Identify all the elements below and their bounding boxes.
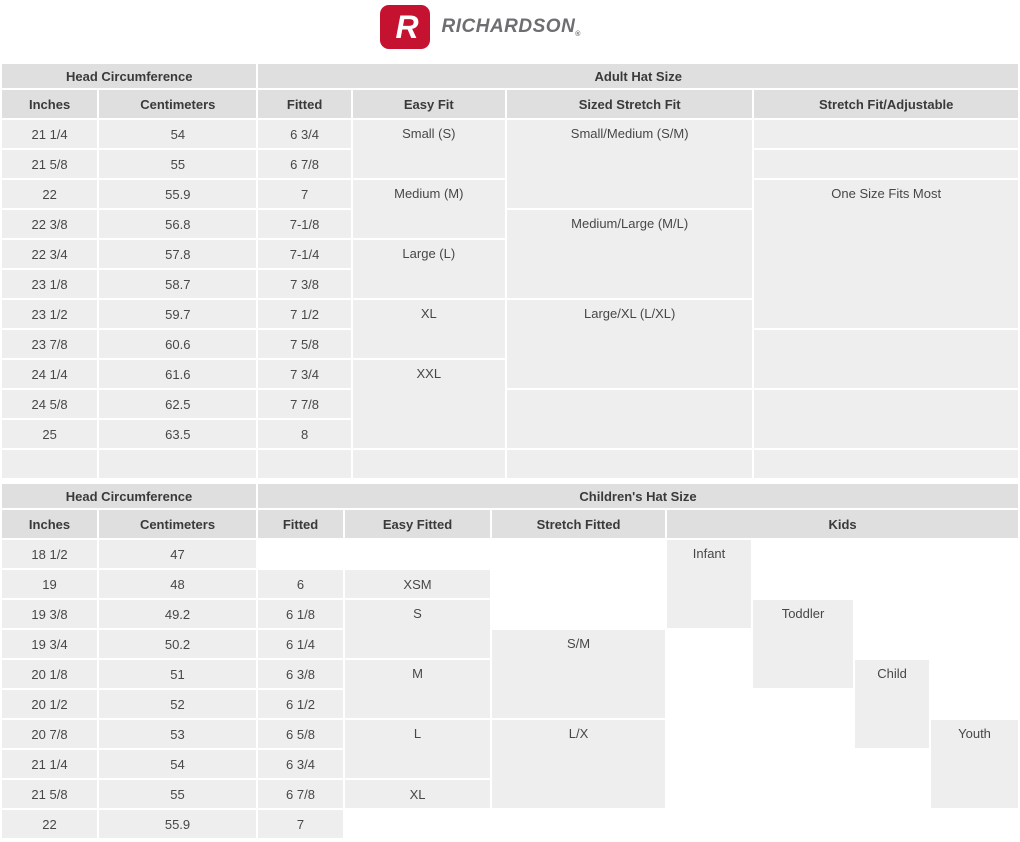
brand-wordmark: [442, 17, 581, 38]
col-header-fitted: Fitted: [258, 510, 343, 538]
kids-youth-cell: Youth: [931, 720, 1018, 808]
fitted-cell: 7-1/8: [258, 210, 350, 238]
centimeters-cell: 55: [99, 780, 256, 808]
centimeters-cell: 47: [99, 540, 256, 568]
adult-group-header-row: [2, 64, 1018, 88]
centimeters-cell: 50.2: [99, 630, 256, 658]
easy-fit-small-cell: Small (S): [353, 120, 505, 178]
easy-fit-xxl-cell: XXL: [353, 360, 505, 448]
centimeters-cell: 48: [99, 570, 256, 598]
empty-cell: [258, 450, 350, 478]
fitted-cell: 6 7/8: [258, 780, 343, 808]
easy-fitted-xl-cell: XL: [345, 780, 490, 808]
empty-cell: [507, 390, 752, 448]
children-hat-size-header: Children's Hat Size: [258, 484, 1018, 508]
fitted-cell: 7 7/8: [258, 390, 350, 418]
centimeters-cell: 54: [99, 750, 256, 778]
inches-cell: 19: [2, 570, 97, 598]
centimeters-cell: 56.8: [99, 210, 256, 238]
sized-stretch-sm-cell: Small/Medium (S/M): [507, 120, 752, 208]
inches-cell: 21 1/4: [2, 120, 97, 148]
fitted-cell: 6 1/8: [258, 600, 343, 628]
empty-cell: [754, 390, 1018, 448]
svg-text:R: R: [394, 9, 419, 45]
col-header-centimeters: Centimeters: [99, 510, 256, 538]
empty-cell: [754, 450, 1018, 478]
kids-infant-cell: Infant: [667, 540, 751, 628]
easy-fit-medium-cell: Medium (M): [353, 180, 505, 238]
inches-cell: 19 3/4: [2, 630, 97, 658]
fitted-cell: 6 1/4: [258, 630, 343, 658]
kids-column: [667, 540, 1018, 838]
children-hat-size-table: [0, 482, 1020, 840]
table-row: [2, 120, 1018, 148]
table-row: [2, 450, 1018, 478]
inches-cell: 21 1/4: [2, 750, 97, 778]
inches-cell: 22: [2, 180, 97, 208]
easy-fit-xl-cell: XL: [353, 300, 505, 358]
kids-toddler-cell: Toddler: [753, 600, 853, 688]
inches-cell: 22: [2, 810, 97, 838]
centimeters-cell: 59.7: [99, 300, 256, 328]
centimeters-cell: 61.6: [99, 360, 256, 388]
fitted-cell: 6: [258, 570, 343, 598]
empty-cell: [754, 120, 1018, 148]
centimeters-cell: 52: [99, 690, 256, 718]
inches-cell: 19 3/8: [2, 600, 97, 628]
registered-mark: ®: [575, 30, 581, 38]
table-row: [2, 540, 1018, 568]
inches-cell: 23 1/8: [2, 270, 97, 298]
children-group-header-row: [2, 484, 1018, 508]
inches-cell: 24 5/8: [2, 390, 97, 418]
inches-cell: 22 3/8: [2, 210, 97, 238]
fitted-cell: 7: [258, 180, 350, 208]
centimeters-cell: 51: [99, 660, 256, 688]
inches-cell: 20 1/2: [2, 690, 97, 718]
centimeters-cell: 63.5: [99, 420, 256, 448]
stretch-fitted-sm-cell: S/M: [492, 630, 665, 718]
brand-header: [0, 5, 990, 49]
adult-hat-size-table: [0, 62, 1020, 480]
centimeters-cell: 49.2: [99, 600, 256, 628]
easy-fitted-m-cell: M: [345, 660, 490, 718]
inches-cell: 20 1/8: [2, 660, 97, 688]
inches-cell: 23 1/2: [2, 300, 97, 328]
fitted-cell: 7 3/4: [258, 360, 350, 388]
fitted-cell: 6 3/4: [258, 750, 343, 778]
easy-fitted-l-cell: L: [345, 720, 490, 778]
centimeters-cell: 54: [99, 120, 256, 148]
blank-cell: [492, 810, 665, 838]
easy-fit-large-cell: Large (L): [353, 240, 505, 298]
empty-cell: [754, 330, 1018, 388]
col-header-fitted: Fitted: [258, 90, 350, 118]
centimeters-cell: 58.7: [99, 270, 256, 298]
col-header-easy-fitted: Easy Fitted: [345, 510, 490, 538]
inches-cell: 21 5/8: [2, 150, 97, 178]
fitted-cell: 7: [258, 810, 343, 838]
head-circumference-header: Head Circumference: [2, 484, 256, 508]
inches-cell: 23 7/8: [2, 330, 97, 358]
fitted-cell: 8: [258, 420, 350, 448]
one-size-fits-most-cell: One Size Fits Most: [754, 180, 1018, 328]
col-header-easy-fit: Easy Fit: [353, 90, 505, 118]
fitted-cell: 7 1/2: [258, 300, 350, 328]
brand-name: RICHARDSON: [441, 15, 576, 37]
stretch-fitted-lx-cell: L/X: [492, 720, 665, 808]
col-header-stretch-fitted: Stretch Fitted: [492, 510, 665, 538]
sized-stretch-ml-cell: Medium/Large (M/L): [507, 210, 752, 298]
fitted-cell: 6 1/2: [258, 690, 343, 718]
fitted-cell: 6 3/4: [258, 120, 350, 148]
fitted-cell: 7 5/8: [258, 330, 350, 358]
empty-cell: [99, 450, 256, 478]
empty-cell: [507, 450, 752, 478]
col-header-stretch-fit-adjustable: Stretch Fit/Adjustable: [754, 90, 1018, 118]
col-header-kids: Kids: [667, 510, 1018, 538]
col-header-inches: Inches: [2, 510, 97, 538]
blank-cell: [345, 810, 490, 838]
adult-column-header-row: [2, 90, 1018, 118]
fitted-cell: 6 7/8: [258, 150, 350, 178]
centimeters-cell: 60.6: [99, 330, 256, 358]
adult-hat-size-header: Adult Hat Size: [258, 64, 1018, 88]
blank-cell: [258, 540, 343, 568]
col-header-inches: Inches: [2, 90, 97, 118]
inches-cell: 20 7/8: [2, 720, 97, 748]
fitted-cell: 6 3/8: [258, 660, 343, 688]
inches-cell: 22 3/4: [2, 240, 97, 268]
sized-stretch-lxl-cell: Large/XL (L/XL): [507, 300, 752, 388]
empty-cell: [2, 450, 97, 478]
head-circumference-header: Head Circumference: [2, 64, 256, 88]
easy-fitted-s-cell: S: [345, 600, 490, 658]
empty-cell: [754, 150, 1018, 178]
centimeters-cell: 55: [99, 150, 256, 178]
inches-cell: 21 5/8: [2, 780, 97, 808]
table-row: [2, 390, 1018, 418]
fitted-cell: 7 3/8: [258, 270, 350, 298]
richardson-r-icon: [380, 5, 430, 49]
centimeters-cell: 55.9: [99, 180, 256, 208]
inches-cell: 25: [2, 420, 97, 448]
centimeters-cell: 53: [99, 720, 256, 748]
fitted-cell: 6 5/8: [258, 720, 343, 748]
easy-fitted-xsm-cell: XSM: [345, 570, 490, 598]
empty-cell: [353, 450, 505, 478]
col-header-centimeters: Centimeters: [99, 90, 256, 118]
centimeters-cell: 62.5: [99, 390, 256, 418]
kids-child-cell: Child: [855, 660, 929, 748]
children-column-header-row: [2, 510, 1018, 538]
col-header-sized-stretch-fit: Sized Stretch Fit: [507, 90, 752, 118]
fitted-cell: 7-1/4: [258, 240, 350, 268]
blank-cell: [492, 540, 665, 628]
centimeters-cell: 57.8: [99, 240, 256, 268]
inches-cell: 24 1/4: [2, 360, 97, 388]
blank-cell: [345, 540, 490, 568]
inches-cell: 18 1/2: [2, 540, 97, 568]
centimeters-cell: 55.9: [99, 810, 256, 838]
